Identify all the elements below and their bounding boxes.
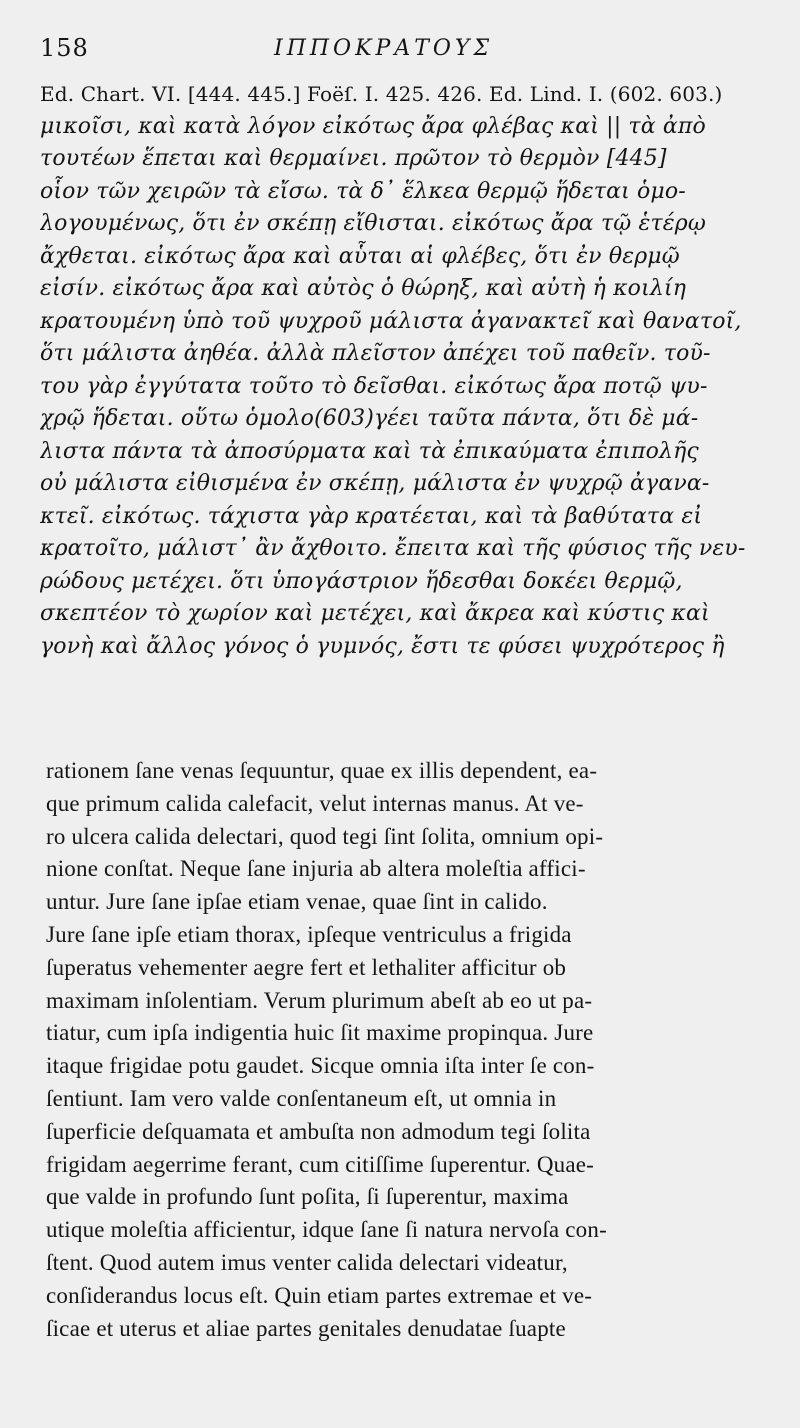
greek-line: εἰσίν. εἰκότως ἄρα καὶ αὐτὸς ὁ θώρηξ, καὶ αὐτὴ ἡ κοιλίη [40, 276, 687, 301]
greek-text-block [40, 78, 764, 663]
latin-line: ſuperatus vehementer aegre fert et lethaliter afficitur ob [46, 954, 567, 980]
latin-line: que valde in profundo ſunt poſita, ſi ſuperentur, maxima [46, 1184, 569, 1210]
latin-line: que primum calida calefacit, velut internas manus. At ve- [46, 790, 584, 816]
latin-line: ro ulcera calida delectari, quod tegi ſint ſolita, omnium opi- [46, 823, 604, 849]
latin-line: Jure ſane ipſe etiam thorax, ipſeque ventriculus a frigida [46, 921, 572, 947]
greek-line: γονὴ καὶ ἄλλος γόνος ὁ γυμνός, ἔστι τε φύσει ψυχρότερος ἢ [40, 633, 725, 659]
latin-line: ſuperficie deſquamata et ambuſta non admodum tegi ſolita [46, 1118, 591, 1144]
latin-line: rationem ſane venas ſequuntur, quae ex illis dependent, ea- [46, 758, 598, 783]
greek-line: σκεπτέον τὸ χωρίον καὶ μετέχει, καὶ ἄκρεα καὶ κύστις καὶ [40, 601, 710, 626]
latin-line: nione conſtat. Neque ſane injuria ab altera moleſtia affici- [46, 856, 586, 882]
latin-line: itaque frigidae potu gaudet. Sicque omnia iſta inter ſe con- [46, 1053, 595, 1079]
latin-line: frigidam aegerrime ferant, cum citiſſime ſuperentur. Quae- [46, 1151, 595, 1177]
greek-line: οἷον τῶν χειρῶν τὰ εἴσω. τὰ δ᾽ ἕλκεα θερμῷ ἥδεται ὁμο- [40, 178, 686, 204]
greek-line: του γὰρ ἐγγύτατα τοῦτο τὸ δεῖσθαι. εἰκότως ἄρα ποτῷ ψυ- [40, 373, 708, 399]
greek-line: μικοῖσι, καὶ κατὰ λόγον εἰκότως ἄρα φλέβας καὶ || τὰ ἀπὸ [40, 113, 706, 139]
latin-line: tiatur, cum ipſa indigentia huic ſit maxime propinqua. Jure [46, 1020, 594, 1046]
running-title: ΙΠΠΟΚΡΑΤΟΥΣ [274, 36, 494, 61]
greek-line: ἄχθεται. εἰκότως ἄρα καὶ αὗται αἱ φλέβες, ὅτι ἐν θερμῷ [40, 243, 680, 269]
latin-line: conſiderandus locus eſt. Quin etiam partes extremae et ve- [46, 1282, 593, 1308]
greek-line: κτεῖ. εἰκότως. τάχιστα γὰρ κρατέεται, καὶ τὰ βαθύτατα εἰ [40, 503, 703, 529]
greek-line: ρώδους μετέχει. ὅτι ὑπογάστριον ἥδεσθαι δοκέει θερμῷ, [40, 568, 683, 594]
page-number: 158 [40, 34, 89, 62]
latin-line: ſicae et uterus et aliae partes genitales denudatae ſuapte [46, 1315, 566, 1341]
latin-line: untur. Jure ſane ipſae etiam venae, quae ſint in calido. [46, 889, 548, 915]
greek-line: οὐ μάλιστα εἰθισμένα ἐν σκέπῃ, μάλιστα ἐν ψυχρῷ ἀγανα- [40, 471, 710, 496]
greek-line: λογουμένως, ὅτι ἐν σκέπῃ εἴθισται. εἰκότως ἄρα τῷ ἑτέρῳ [40, 211, 706, 236]
greek-line: κρατουμένη ὑπὸ τοῦ ψυχροῦ μάλιστα ἀγανακτεῖ καὶ θανατοῖ, [40, 308, 742, 334]
edition-reference-line: Ed. Chart. VI. [444. 445.] Foëſ. I. 425. 426. Ed. Lind. I. (602. 603.) [40, 82, 723, 106]
greek-line: τουτέων ἕπεται καὶ θερμαίνει. πρῶτον τὸ θερμὸν [445] [40, 146, 667, 171]
latin-line: utique moleſtia afficientur, idque ſane ſi natura nervoſa con- [46, 1217, 607, 1243]
greek-line: κρατοῖτο, μάλιστ᾽ ἂν ἄχθοιτο. ἔπειτα καὶ τῆς φύσιος τῆς νευ- [40, 536, 746, 561]
latin-line: ſentiunt. Iam vero valde conſentaneum eſt, ut omnia in [46, 1085, 557, 1111]
greek-line: ὅτι μάλιστα ἀηθέα. ἀλλὰ πλεῖστον ἀπέχει τοῦ παθεῖν. τοῦ- [40, 341, 711, 366]
page-header [30, 32, 770, 72]
latin-line: maximam inſolentiam. Verum plurimum abeſt ab eo ut pa- [46, 987, 593, 1013]
greek-line: λιστα πάντα τὰ ἀποσύρματα καὶ τὰ ἐπικαύματα ἐπιπολῆς [40, 438, 699, 464]
latin-line: ſtent. Quod autem imus venter calida delectari videatur, [46, 1249, 568, 1275]
latin-translation-block [46, 755, 770, 1345]
greek-line: χρῷ ἥδεται. οὕτω ὁμολο(603)γέει ταῦτα πάντα, ὅτι δὲ μά- [40, 406, 699, 431]
